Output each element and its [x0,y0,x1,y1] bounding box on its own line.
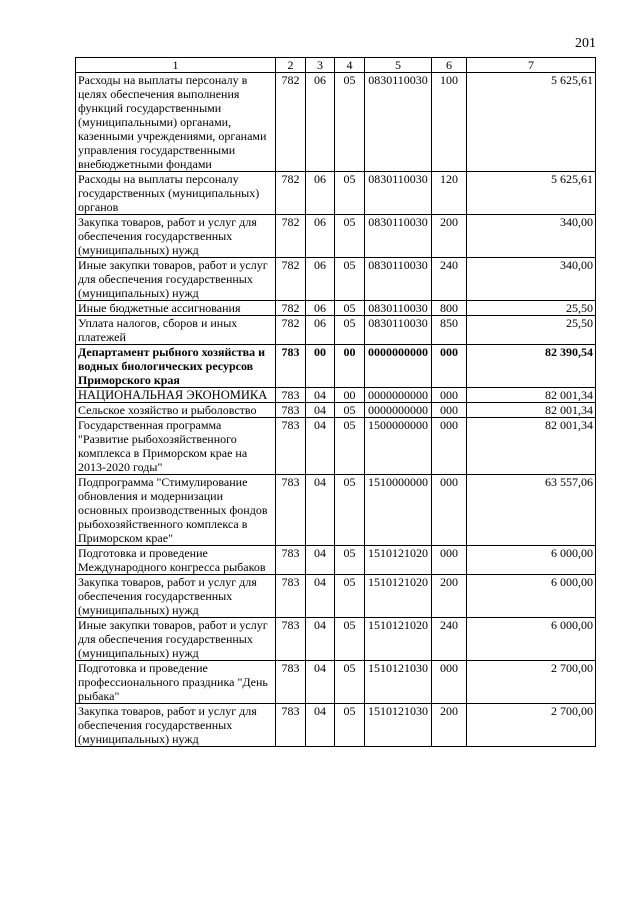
row-name-cell: Расходы на выплаты персоналу в целях обеспечения выполнения функций государственными (муниципальными) органами, казенными учреждениями, органами управления государственными внебюджетными фондами [76,73,276,172]
page-number: 201 [575,36,596,51]
row-section-code-cell: 06 [306,301,335,316]
row-name-cell: Сельское хозяйство и рыболовство [76,403,276,418]
row-subsection-code-cell: 05 [335,661,365,704]
row-section-code-cell: 04 [306,388,335,403]
row-subsection-code-cell: 05 [335,73,365,172]
header-col-7: 7 [467,58,596,73]
row-amount-cell: 82 390,54 [467,345,596,388]
budget-table [75,57,596,747]
header-col-6: 6 [432,58,467,73]
row-section-code-cell: 06 [306,73,335,172]
table-row [76,704,596,747]
table-row [76,215,596,258]
row-ministry-code-cell: 783 [276,388,306,403]
row-amount-cell: 82 001,34 [467,418,596,475]
header-col-2: 2 [276,58,306,73]
table-row [76,345,596,388]
row-expense-type-cell: 000 [432,403,467,418]
row-section-code-cell: 04 [306,575,335,618]
row-subsection-code-cell: 05 [335,575,365,618]
row-target-article-cell: 1510121020 [365,618,432,661]
row-expense-type-cell: 000 [432,345,467,388]
table-row [76,475,596,546]
row-amount-cell: 25,50 [467,301,596,316]
row-name-cell: Подпрограмма "Стимулирование обновления и модернизации основных производственных фондов рыбохозяйственного комплекса в Приморском крае" [76,475,276,546]
row-amount-cell: 340,00 [467,258,596,301]
row-expense-type-cell: 200 [432,215,467,258]
row-amount-cell: 82 001,34 [467,403,596,418]
row-expense-type-cell: 240 [432,258,467,301]
row-amount-cell: 340,00 [467,215,596,258]
row-name-cell: Подготовка и проведение Международного конгресса рыбаков [76,546,276,575]
row-ministry-code-cell: 783 [276,403,306,418]
row-expense-type-cell: 240 [432,618,467,661]
row-section-code-cell: 06 [306,215,335,258]
row-expense-type-cell: 000 [432,475,467,546]
table-row [76,403,596,418]
row-target-article-cell: 0830110030 [365,172,432,215]
row-expense-type-cell: 100 [432,73,467,172]
row-subsection-code-cell: 05 [335,618,365,661]
table-row [76,546,596,575]
row-name-cell: Закупка товаров, работ и услуг для обеспечения государственных (муниципальных) нужд [76,215,276,258]
row-target-article-cell: 0000000000 [365,345,432,388]
table-row [76,172,596,215]
row-expense-type-cell: 850 [432,316,467,345]
row-ministry-code-cell: 783 [276,704,306,747]
row-target-article-cell: 0830110030 [365,73,432,172]
row-expense-type-cell: 800 [432,301,467,316]
row-expense-type-cell: 120 [432,172,467,215]
row-name-cell: Расходы на выплаты персоналу государственных (муниципальных) органов [76,172,276,215]
row-ministry-code-cell: 782 [276,258,306,301]
row-expense-type-cell: 200 [432,575,467,618]
row-amount-cell: 6 000,00 [467,546,596,575]
header-row [76,58,596,73]
row-ministry-code-cell: 783 [276,618,306,661]
row-target-article-cell: 1510121030 [365,661,432,704]
row-ministry-code-cell: 782 [276,172,306,215]
row-ministry-code-cell: 783 [276,345,306,388]
row-name-cell: НАЦИОНАЛЬНАЯ ЭКОНОМИКА [76,388,276,403]
row-target-article-cell: 1510121020 [365,575,432,618]
row-subsection-code-cell: 05 [335,403,365,418]
table-row [76,575,596,618]
row-amount-cell: 2 700,00 [467,704,596,747]
row-name-cell: Департамент рыбного хозяйства и водных биологических ресурсов Приморского края [76,345,276,388]
row-amount-cell: 6 000,00 [467,575,596,618]
table-row [76,388,596,403]
row-section-code-cell: 00 [306,345,335,388]
row-section-code-cell: 04 [306,661,335,704]
row-amount-cell: 63 557,06 [467,475,596,546]
row-subsection-code-cell: 00 [335,388,365,403]
row-ministry-code-cell: 783 [276,546,306,575]
row-target-article-cell: 0830110030 [365,301,432,316]
header-col-1: 1 [76,58,276,73]
row-expense-type-cell: 000 [432,418,467,475]
row-subsection-code-cell: 05 [335,704,365,747]
row-subsection-code-cell: 05 [335,418,365,475]
row-expense-type-cell: 000 [432,546,467,575]
row-name-cell: Иные бюджетные ассигнования [76,301,276,316]
row-section-code-cell: 04 [306,418,335,475]
row-target-article-cell: 0000000000 [365,388,432,403]
row-amount-cell: 5 625,61 [467,172,596,215]
row-section-code-cell: 04 [306,475,335,546]
row-section-code-cell: 04 [306,546,335,575]
row-expense-type-cell: 000 [432,661,467,704]
row-section-code-cell: 04 [306,403,335,418]
row-section-code-cell: 04 [306,618,335,661]
row-name-cell: Иные закупки товаров, работ и услуг для обеспечения государственных (муниципальных) нужд [76,258,276,301]
table-row [76,316,596,345]
row-target-article-cell: 1500000000 [365,418,432,475]
row-amount-cell: 2 700,00 [467,661,596,704]
row-ministry-code-cell: 782 [276,215,306,258]
row-subsection-code-cell: 05 [335,258,365,301]
row-target-article-cell: 1510000000 [365,475,432,546]
row-subsection-code-cell: 05 [335,316,365,345]
table-row [76,418,596,475]
table-row [76,618,596,661]
row-section-code-cell: 06 [306,316,335,345]
row-name-cell: Закупка товаров, работ и услуг для обеспечения государственных (муниципальных) нужд [76,575,276,618]
row-target-article-cell: 1510121030 [365,704,432,747]
row-name-cell: Закупка товаров, работ и услуг для обеспечения государственных (муниципальных) нужд [76,704,276,747]
row-ministry-code-cell: 783 [276,575,306,618]
row-amount-cell: 25,50 [467,316,596,345]
row-target-article-cell: 1510121020 [365,546,432,575]
table-row [76,301,596,316]
row-amount-cell: 82 001,34 [467,388,596,403]
row-subsection-code-cell: 05 [335,475,365,546]
row-ministry-code-cell: 782 [276,301,306,316]
row-expense-type-cell: 000 [432,388,467,403]
table-row [76,661,596,704]
row-section-code-cell: 06 [306,172,335,215]
row-name-cell: Государственная программа "Развитие рыбохозяйственного комплекса в Приморском крае на 2013-2020 годы" [76,418,276,475]
header-col-5: 5 [365,58,432,73]
table-row [76,73,596,172]
row-section-code-cell: 06 [306,258,335,301]
row-ministry-code-cell: 783 [276,661,306,704]
row-name-cell: Уплата налогов, сборов и иных платежей [76,316,276,345]
table-body [76,73,596,747]
header-col-4: 4 [335,58,365,73]
row-target-article-cell: 0830110030 [365,215,432,258]
row-subsection-code-cell: 05 [335,301,365,316]
header-col-3: 3 [306,58,335,73]
row-subsection-code-cell: 00 [335,345,365,388]
row-subsection-code-cell: 05 [335,215,365,258]
row-name-cell: Подготовка и проведение профессионального праздника "День рыбака" [76,661,276,704]
row-amount-cell: 6 000,00 [467,618,596,661]
row-subsection-code-cell: 05 [335,546,365,575]
row-ministry-code-cell: 783 [276,418,306,475]
table-row [76,258,596,301]
row-target-article-cell: 0830110030 [365,258,432,301]
row-target-article-cell: 0830110030 [365,316,432,345]
row-amount-cell: 5 625,61 [467,73,596,172]
row-expense-type-cell: 200 [432,704,467,747]
row-ministry-code-cell: 782 [276,316,306,345]
row-name-cell: Иные закупки товаров, работ и услуг для обеспечения государственных (муниципальных) нужд [76,618,276,661]
row-target-article-cell: 0000000000 [365,403,432,418]
row-ministry-code-cell: 783 [276,475,306,546]
row-section-code-cell: 04 [306,704,335,747]
row-ministry-code-cell: 782 [276,73,306,172]
row-subsection-code-cell: 05 [335,172,365,215]
